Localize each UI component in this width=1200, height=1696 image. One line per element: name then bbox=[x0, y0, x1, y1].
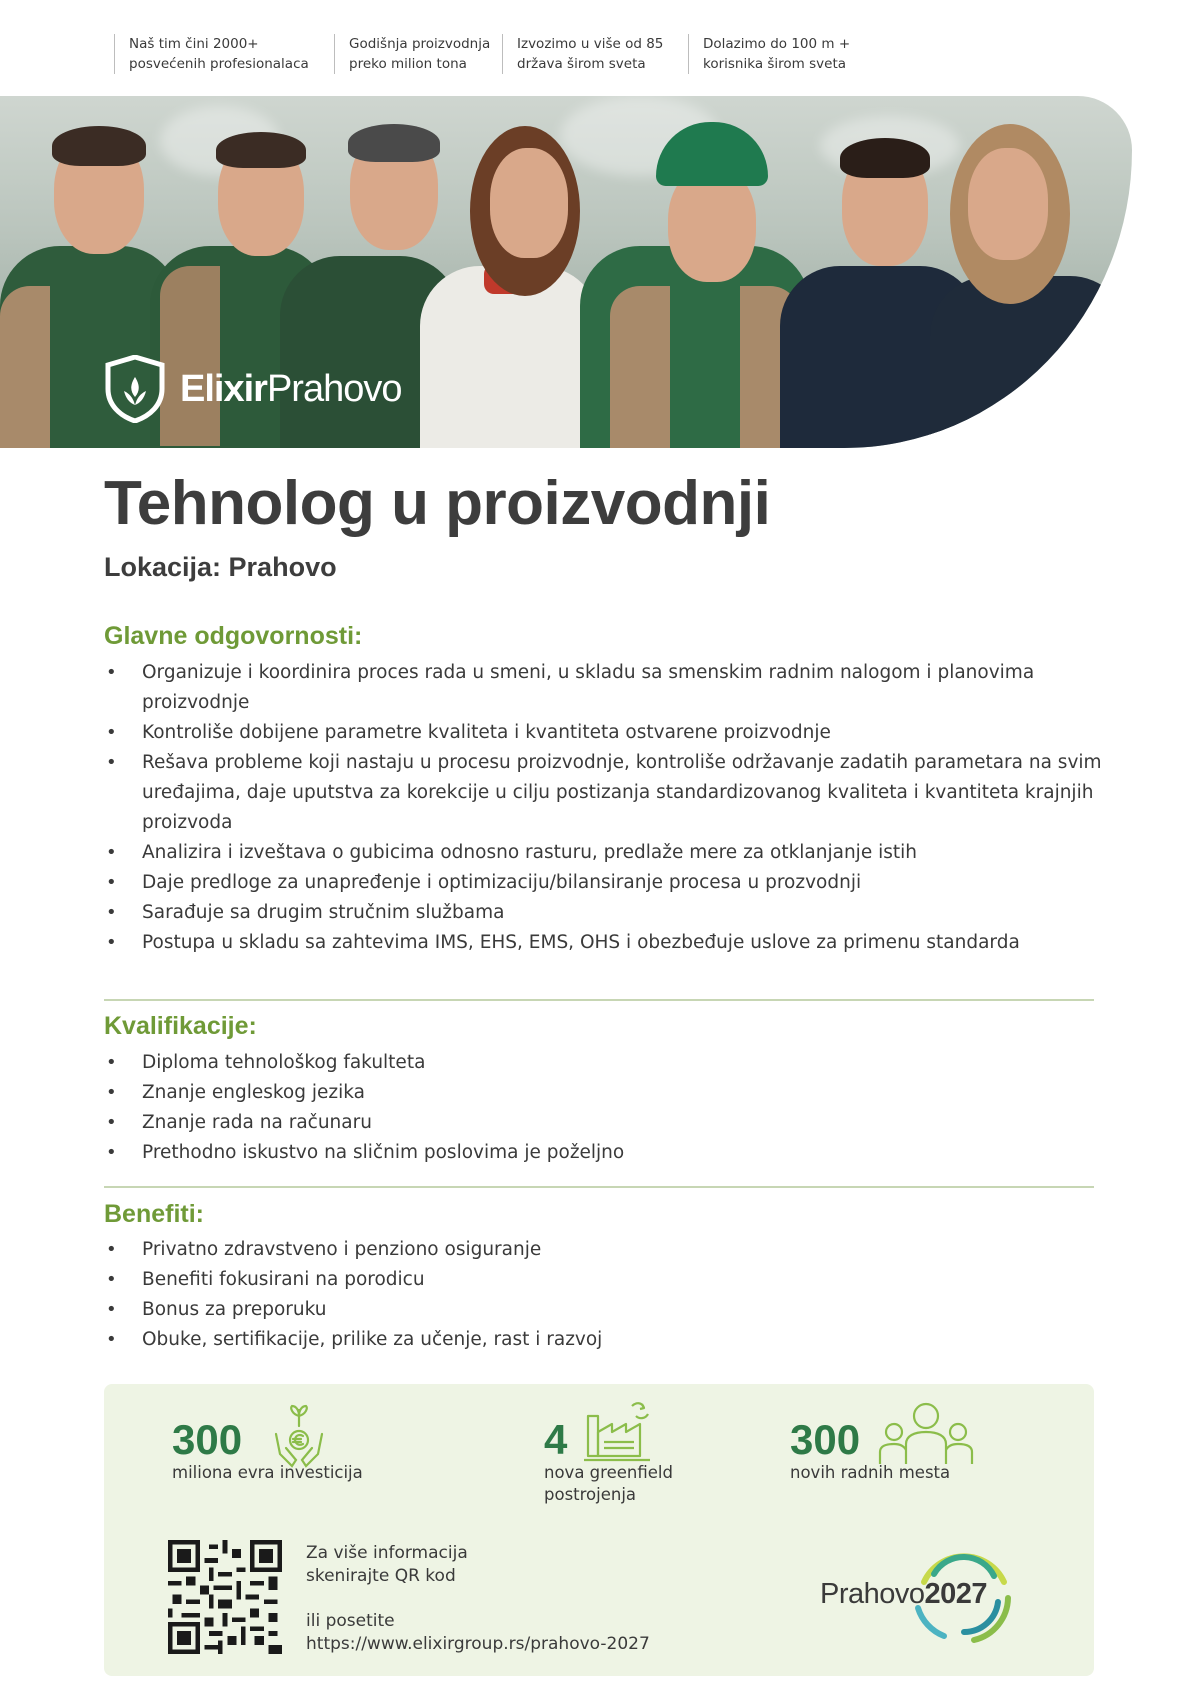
stat-production bbox=[334, 34, 490, 74]
shield-logo-icon bbox=[104, 355, 166, 423]
list-item: • Bonus za preporuku bbox=[104, 1295, 1104, 1325]
prahovo-2027-logo bbox=[820, 1542, 1040, 1652]
section-divider bbox=[104, 1186, 1094, 1188]
factory-recycle-icon bbox=[582, 1398, 654, 1470]
website-link[interactable]: https://www.elixirgroup.rs/prahovo-2027 bbox=[306, 1634, 650, 1654]
people-group-icon bbox=[878, 1398, 974, 1470]
metric-jobs bbox=[790, 1418, 1050, 1484]
stat-line: Dolazimo do 100 m + bbox=[703, 36, 851, 52]
stat-line: Naš tim čini 2000+ bbox=[129, 36, 259, 52]
responsibilities-heading: Glavne odgovornosti: bbox=[104, 622, 363, 650]
team-member bbox=[580, 96, 810, 448]
list-item: • Obuke, sertifikacije, prilike za učenje, rast i razvoj bbox=[104, 1325, 1104, 1355]
investment-panel bbox=[104, 1384, 1094, 1676]
qr-info bbox=[306, 1542, 650, 1656]
stats-strip bbox=[114, 34, 874, 74]
list-item: • Kontroliše dobijene parametre kvaliteta i kvantiteta ostvarene proizvodnje bbox=[104, 718, 1104, 748]
metric-label: nova greenfield bbox=[544, 1463, 673, 1482]
list-item: • Sarađuje sa drugim stručnim službama bbox=[104, 898, 1104, 928]
brand-name: ElixirPrahovo bbox=[180, 367, 402, 410]
metric-value: 4 bbox=[544, 1416, 568, 1463]
list-item: • Privatno zdravstveno i penziono osiguranje bbox=[104, 1235, 1104, 1265]
list-item: • Rešava probleme koji nastaju u procesu proizvodnje, kontroliše održavanje zadatih parametara na svim uređajima, daje uputstva za korekcije u cilju postizanja standardizovanog kvaliteta i kvantiteta krajnjih proizvoda bbox=[104, 748, 1104, 838]
list-item: • Analizira i izveštava o gubicima odnosno rasturu, predlaže mere za otklanjanje istih bbox=[104, 838, 1104, 868]
list-item: • Benefiti fokusirani na porodicu bbox=[104, 1265, 1104, 1295]
qr-code[interactable] bbox=[168, 1540, 282, 1654]
list-item: • Daje predloge za unapređenje i optimizaciju/bilansiranje procesa u prozvodnji bbox=[104, 868, 1104, 898]
metric-value: 300 bbox=[790, 1416, 861, 1463]
stat-users bbox=[688, 34, 850, 74]
metric-label: novih radnih mesta bbox=[790, 1463, 951, 1482]
stat-line: država širom sveta bbox=[517, 56, 646, 72]
responsibilities-list bbox=[104, 658, 1104, 958]
metric-value: 300 bbox=[172, 1416, 243, 1463]
job-title: Tehnolog u proizvodnji bbox=[104, 469, 771, 538]
stat-line: posvećenih profesionalaca bbox=[129, 56, 309, 72]
job-location: Lokacija: Prahovo bbox=[104, 552, 337, 582]
list-item: • Prethodno iskustvo na sličnim poslovima je poželjno bbox=[104, 1138, 1104, 1168]
stat-line: Izvozimo u više od 85 bbox=[517, 36, 664, 52]
team-member bbox=[420, 96, 600, 448]
benefits-list bbox=[104, 1235, 1104, 1355]
program-name: Prahovo2027 bbox=[820, 1578, 988, 1610]
elixir-prahovo-logo bbox=[104, 354, 402, 424]
stat-line: Godišnja proizvodnja bbox=[349, 36, 491, 52]
metric-label: postrojenja bbox=[544, 1485, 637, 1504]
metric-label: miliona evra investicija bbox=[172, 1463, 363, 1482]
stat-team bbox=[114, 34, 309, 74]
metric-investment bbox=[172, 1418, 432, 1484]
team-member bbox=[930, 96, 1130, 448]
qualifications-list bbox=[104, 1048, 1104, 1168]
list-item: • Organizuje i koordinira proces rada u smeni, u skladu sa smenskim radnim nalogom i planovima proizvodnje bbox=[104, 658, 1104, 718]
stat-export bbox=[502, 34, 663, 74]
list-item: • Znanje engleskog jezika bbox=[104, 1078, 1104, 1108]
qr-line: skenirajte QR kod bbox=[306, 1566, 456, 1586]
hands-euro-plant-icon bbox=[272, 1404, 326, 1472]
stat-line: korisnika širom sveta bbox=[703, 56, 847, 72]
list-item: • Diploma tehnološkog fakulteta bbox=[104, 1048, 1104, 1078]
qr-line: ili posetite bbox=[306, 1611, 395, 1631]
stat-line: preko milion tona bbox=[349, 56, 467, 72]
benefits-heading: Benefiti: bbox=[104, 1200, 204, 1228]
hero-team-photo bbox=[0, 96, 1132, 448]
metric-plants bbox=[544, 1418, 764, 1506]
list-item: • Postupa u skladu sa zahtevima IMS, EHS, EMS, OHS i obezbeđuje uslove za primenu standarda bbox=[104, 928, 1104, 958]
section-divider bbox=[104, 999, 1094, 1001]
qr-line: Za više informacija bbox=[306, 1543, 468, 1563]
list-item: • Znanje rada na računaru bbox=[104, 1108, 1104, 1138]
qualifications-heading: Kvalifikacije: bbox=[104, 1012, 257, 1040]
